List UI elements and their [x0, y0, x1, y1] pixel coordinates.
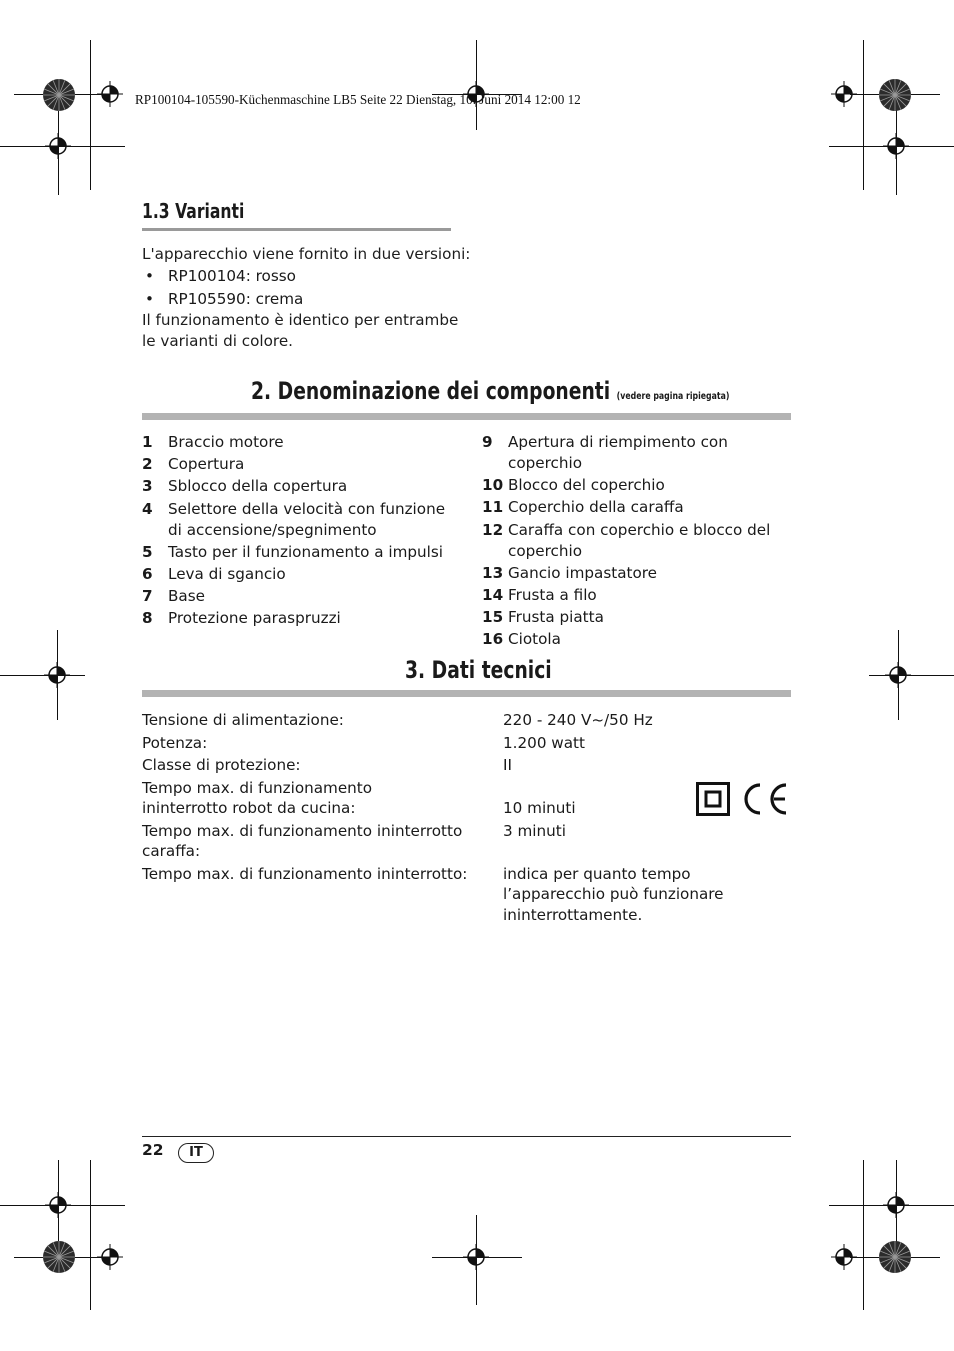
item-number: 4 — [142, 499, 153, 518]
item-label: Tasto per il funzionamento a impulsi — [168, 542, 443, 561]
spec-value: 1.200 watt — [503, 733, 585, 752]
item-number: 13 — [482, 563, 504, 582]
spec-key: Potenza: — [142, 733, 208, 752]
list-item — [482, 585, 792, 606]
varianti-outro: Il funzionamento è identico per entrambe le varianti di colore. — [142, 311, 459, 350]
registration-mark-icon — [883, 133, 909, 159]
ce-mark-icon — [740, 782, 788, 816]
item-label: Copertura — [168, 455, 245, 474]
item-label: Braccio motore — [168, 433, 284, 451]
list-item — [142, 542, 462, 563]
registration-mark-icon — [45, 1192, 71, 1218]
list-item — [482, 563, 792, 584]
section-subtitle: (vedere pagina ripiegata) — [616, 391, 730, 402]
section-rule — [142, 690, 791, 697]
item-label: Gancio impastatore — [508, 563, 658, 582]
list-item — [142, 476, 462, 497]
section-title-varianti: 1.3 Varianti — [142, 199, 245, 223]
table-row — [142, 821, 792, 862]
spec-table — [142, 710, 792, 927]
item-number: 3 — [142, 477, 153, 496]
item-label: Coperchio della caraffa — [508, 498, 684, 517]
registration-mark-icon — [97, 81, 123, 107]
footer-rule — [142, 1136, 791, 1137]
item-number: 10 — [482, 476, 504, 495]
list-item — [482, 629, 792, 650]
item-number: 8 — [142, 609, 153, 628]
list-item — [482, 497, 792, 518]
print-header: RP100104-105590-Küchenmaschine LB5 Seite 22 Dienstag, 10. Juni 2014 12:00 12 — [135, 92, 581, 107]
list-item — [142, 564, 462, 585]
item-number: 12 — [482, 520, 504, 539]
list-item — [142, 432, 462, 453]
spec-key: Tempo max. di funzionamento ininterrotto robot da cucina: — [142, 778, 373, 817]
protection-class-ii-icon — [696, 782, 730, 816]
registration-mark-icon — [885, 662, 911, 688]
item-label: Blocco del coperchio — [508, 476, 665, 495]
list-item — [142, 499, 462, 541]
spec-value: indica per quanto tempo l’apparecchio può funzionare ininterrottamente. — [503, 864, 724, 924]
section-rule — [142, 413, 791, 420]
registration-mark-icon — [45, 133, 71, 159]
registration-mark-icon — [883, 1192, 909, 1218]
color-registration-star-icon — [42, 78, 76, 112]
item-number: 5 — [142, 542, 153, 561]
table-row — [142, 778, 792, 819]
item-number: 6 — [142, 564, 153, 583]
section-title-text: 2. Denominazione dei componenti — [251, 377, 611, 405]
item-label: Frusta piatta — [508, 608, 604, 627]
table-row — [142, 710, 792, 731]
spec-value: II — [503, 756, 512, 774]
item-label: Apertura di riempimento con coperchio — [508, 433, 728, 472]
list-item — [482, 607, 792, 628]
item-number: 11 — [482, 498, 504, 517]
registration-mark-icon — [97, 1244, 123, 1270]
color-registration-star-icon — [878, 1240, 912, 1274]
item-number: 9 — [482, 433, 493, 451]
section-title-dati: 3. Dati tecnici — [405, 656, 552, 684]
spec-key: Tensione di alimentazione: — [142, 711, 344, 729]
spec-key: Tempo max. di funzionamento ininterrotto: — [142, 864, 468, 883]
components-list-left — [142, 432, 462, 631]
item-label: Frusta a filo — [508, 585, 597, 604]
varianti-list — [142, 265, 303, 310]
color-registration-star-icon — [878, 78, 912, 112]
table-row — [142, 864, 792, 926]
list-item — [142, 608, 462, 629]
components-list-right — [482, 432, 792, 652]
list-item — [482, 520, 792, 562]
registration-mark-icon — [831, 81, 857, 107]
item-label: Base — [168, 587, 205, 606]
item-number: 7 — [142, 587, 153, 606]
registration-mark-icon — [463, 1244, 489, 1270]
list-item — [142, 454, 462, 475]
color-registration-star-icon — [42, 1240, 76, 1274]
list-item: • RP105590: crema — [142, 288, 303, 311]
spec-key: Classe di protezione: — [142, 756, 301, 774]
item-label: Sblocco della copertura — [168, 477, 348, 496]
list-item: • RP100104: rosso — [142, 265, 303, 288]
item-label: Leva di sgancio — [168, 564, 286, 583]
registration-mark-icon — [831, 1244, 857, 1270]
section-rule — [142, 228, 451, 231]
spec-value: 220 - 240 V~/50 Hz — [503, 711, 653, 729]
section-title-componenti — [251, 377, 729, 405]
list-item — [482, 475, 792, 496]
list-item — [482, 432, 792, 474]
page-number: 22 — [142, 1141, 164, 1159]
list-item — [142, 586, 462, 607]
item-number: 2 — [142, 455, 153, 474]
item-label: Protezione paraspruzzi — [168, 609, 341, 628]
item-number: 16 — [482, 630, 504, 649]
table-row — [142, 755, 792, 776]
table-row — [142, 733, 792, 754]
item-label: Caraffa con coperchio e blocco del coperchio — [508, 520, 771, 560]
item-number: 1 — [142, 433, 153, 451]
registration-mark-icon — [44, 662, 70, 688]
item-label: Ciotola — [508, 630, 561, 649]
item-label: Selettore della velocità con funzione di accensione/spegnimento — [168, 499, 446, 539]
spec-value: 10 minuti — [503, 799, 576, 817]
varianti-intro: L'apparecchio viene fornito in due versioni: — [142, 245, 471, 263]
language-badge: IT — [178, 1143, 214, 1163]
spec-value: 3 minuti — [503, 821, 566, 840]
spec-key: Tempo max. di funzionamento ininterrotto caraffa: — [142, 821, 463, 860]
item-number: 14 — [482, 585, 504, 604]
item-number: 15 — [482, 608, 504, 627]
